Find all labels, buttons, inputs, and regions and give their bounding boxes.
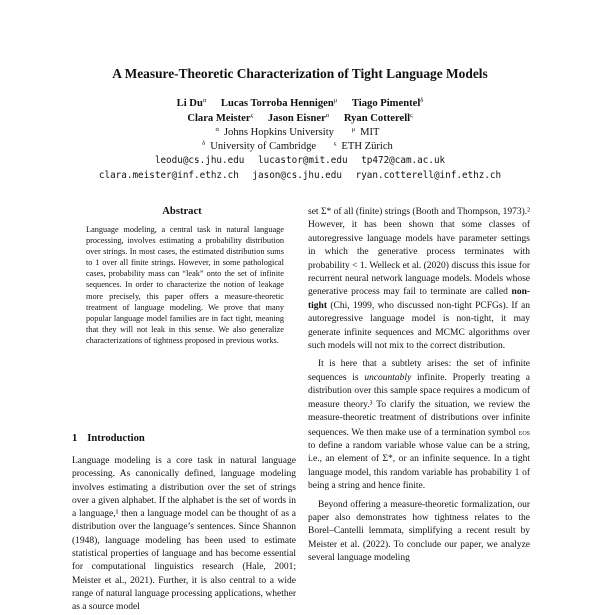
email: jason@cs.jhu.edu [252, 170, 342, 181]
introduction-text: Language modeling is a core task in natural language processing. As canonically defined, language modeling involves estimating a distribution over the set of strings over a given alphabet. If the alphabet is the set of words in a language,¹ then a language model can be thought of as a distribution over the language’s sentences. Since Shannon (1948), language modeling has been used to estimate statistical properties of language and has become essential for computational linguistics research (Hale, 2001; Meister et al., 2021). Further, it is also central to a wide range of natural language processing applications, whether as a source model [72, 456, 296, 613]
section-heading-introduction: 1 Introduction [72, 433, 145, 444]
affiliation: $^\alpha$ Johns Hopkins University [215, 126, 334, 138]
affiliation: $^\mu$ MIT [351, 126, 380, 138]
paragraph: set Σ* of all (finite) strings (Booth and Thompson, 1973).² However, it has been shown that some classes of autoregressive language models have parameter settings in which the generative process terminates with probability < 1. Welleck et al. (2020) discuss this issue for recurrent neural network language models. Models whose generative process may fail to terminate are called non-tight (Chi, 1999, who discussed non-tight PCFGs). If an autoregressive language model is non-tight, it may generate infinite sequences and MCMC algorithms over such models will not mix to the correct distribution. [308, 207, 531, 352]
email: leodu@cs.jhu.edu [154, 155, 245, 166]
bold-term: non-tight [308, 287, 531, 311]
affiliation: $^\delta$ University of Cambridge [202, 140, 317, 152]
abstract-body: Language modeling, a central task in natural language processing, involves estimating a probability distribution over strings. In most cases, the estimated distribution sums to 1 over all finite strings. However, in some pathological cases, probability mass can “leak” onto the set of infinite sequences. In order to characterize the notion of leakage more precisely, this paper offers a measure-theoretic treatment of language modeling. We prove that many popular language model families are in fact tight, meaning that they will not leak in this sense. We also generalize characterizations of tightness proposed in previous works. [86, 225, 284, 345]
paragraph: It is here that a subtlety arises: the set of infinite sequences is uncountably infinite. Properly treating a distribution over this sample space requires a modicum of measure theory.³ To clarify the situation, we review the measure-theoretic treatment of distributions over infinite sequences. We then make use of a termination symbol eos to define a random variable whose value can be a string, i.e., an element of Σ*, or an infinite sequence. In a tight language model, this random variable has probability 1 of being a string and hence finite. [308, 359, 530, 492]
email: clara.meister@inf.ethz.ch [98, 170, 239, 181]
email: ryan.cotterell@inf.ethz.ch [355, 170, 502, 181]
paper-title: A Measure-Theoretic Characterization of Tight Language Models [112, 66, 488, 81]
emails-row-1 [0, 155, 600, 166]
affiliations-row-1 [0, 126, 600, 138]
right-column [308, 206, 530, 566]
affiliation: $^\varsigma$ ETH Zürich [333, 140, 393, 152]
italic-term: uncountably [364, 372, 412, 383]
affiliations-row-2 [0, 140, 600, 152]
author: Clara Meister$^\varsigma$ [187, 112, 254, 124]
author: Tiago Pimentel$^\delta$ [351, 97, 424, 109]
author: Lucas Torroba Hennigen$^\mu$ [220, 97, 338, 109]
email: lucastor@mit.edu [258, 155, 348, 166]
author: Ryan Cotterell$^\varsigma$ [343, 112, 413, 124]
email: tp472@cam.ac.uk [361, 155, 446, 166]
authors-row-1 [0, 97, 600, 109]
authors-row-2 [0, 112, 600, 124]
emails-row-2 [0, 170, 600, 181]
eos-symbol: eos [518, 426, 530, 437]
author: Li $Du^\alpha$ [176, 97, 207, 109]
paragraph: Beyond offering a measure-theoretic formalization, our paper also demonstrates how tightness relates to the Borel–Cantelli lemmata, simplifying a recent result by Meister et al. (2022). To conclude our paper, we analyze several language modeling [308, 499, 530, 564]
author: Jason Eisner$^\alpha$ [267, 112, 330, 124]
abstract-heading: Abstract [162, 206, 202, 217]
